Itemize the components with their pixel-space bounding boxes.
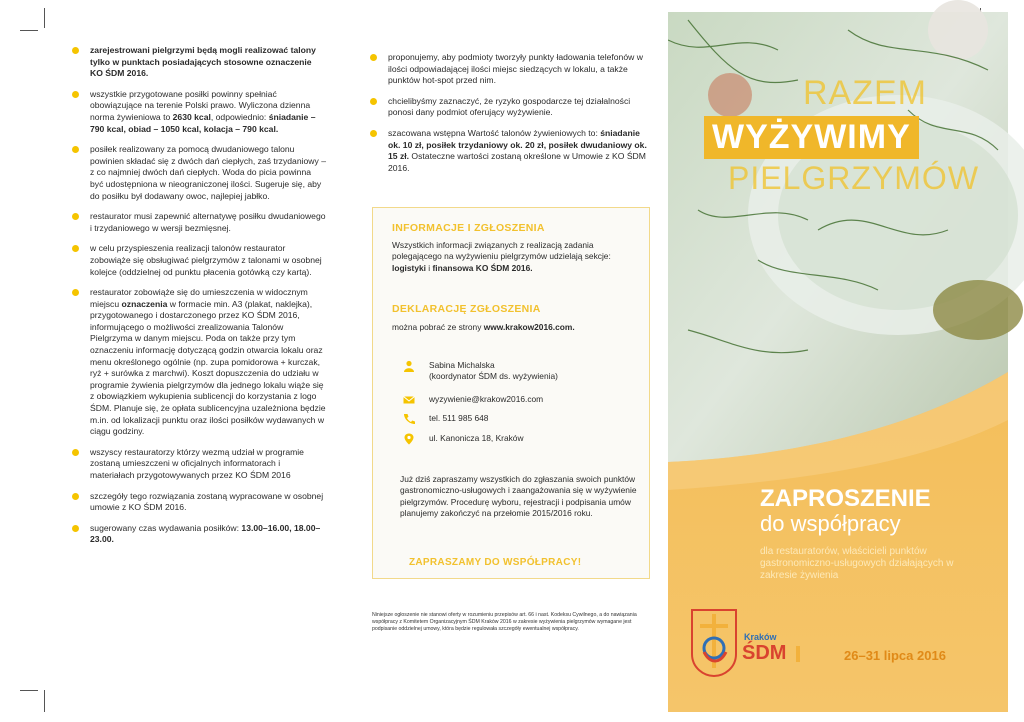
- logo-city: Kraków: [744, 632, 777, 642]
- list-item: [90, 287, 326, 438]
- info-text-part: Wszystkich informacji związanych z realizacją zadania polegającego na wyżywieniu pielgrzymów udzielają sekcje:: [392, 240, 611, 262]
- declaration-text-part: można pobrać ze strony: [392, 322, 484, 332]
- invite-text: Już dziś zapraszamy wszystkich do zgłaszania swoich punktów gastronomiczno-usługowych i zaangażowania się w wyżywienie pielgrzymów. Procedurę wyboru, rejestracji i podpisania umów planujemy zakończyć na przełomie 2015/2016 roku.: [400, 474, 637, 519]
- bullet-text-bold: oznaczenia: [121, 298, 168, 309]
- bullet-text-bold: zarejestrowani pielgrzymi będą mogli realizować talony tylko w punktach posiadających stosowne oznaczenie KO ŚDM 2016.: [90, 45, 316, 79]
- contact-email: [429, 394, 543, 405]
- left-panel: [0, 0, 340, 722]
- bullet-text: posiłek realizowany za pomocą dwudaniowego talonu powinien składać się z dwóch dań ciepłych, zaś trzydaniowy – z co najmniej dwóch dań ciepłych. Woda do picia powinna być udostępniona w nieograniczonej ilości. Sugeruje się, aby do posiłku był dodawany owoc, najlepiej jabłko.: [90, 144, 326, 201]
- list-item: [90, 144, 326, 202]
- invite-callout: ZAPRASZAMY DO WSPÓŁPRACY!: [409, 557, 582, 568]
- bullet-text: chcielibyśmy zaznaczyć, że ryzyko gospodarcze tej działalności ponosi dany podmiot oferujący wyżywienie.: [388, 95, 631, 118]
- email-link[interactable]: wyzywienie@krakow2016.com: [429, 394, 544, 404]
- info-text-part: i: [425, 262, 433, 273]
- cover-panel: [668, 0, 1024, 722]
- contact-name: Sabina Michalska: [429, 360, 495, 370]
- cover-title-razem: RAZEM: [803, 74, 927, 112]
- bullet-dot: [72, 289, 79, 296]
- left-bullet-list: [90, 45, 326, 555]
- website-link[interactable]: www.krakow2016.com.: [483, 322, 575, 332]
- bullet-dot: [370, 98, 377, 105]
- logo-text: ŚDM: [742, 642, 787, 664]
- bullet-dot: [72, 245, 79, 252]
- garlic: [928, 0, 988, 60]
- invitation-title: ZAPROSZENIE: [760, 485, 931, 512]
- person-icon: [403, 360, 415, 372]
- list-item: [388, 96, 650, 119]
- bullet-dot: [72, 493, 79, 500]
- declaration-text: [392, 322, 642, 333]
- map-pin-icon: [403, 433, 415, 445]
- cucumber: [933, 280, 1023, 340]
- contact-address: [429, 433, 524, 444]
- list-item: [90, 447, 326, 482]
- info-heading: INFORMACJE I ZGŁOSZENIA: [392, 222, 545, 234]
- sdm-logo: [684, 602, 814, 682]
- bullet-dot: [72, 525, 79, 532]
- list-item: [90, 89, 326, 135]
- list-item: [90, 523, 326, 546]
- legal-footnote: Niniejsze ogłoszenie nie stanowi oferty w rozumieniu przepisów art. 66 i nast. Kodeksu Cywilnego, a do nawiązania współpracy z Komitetem Organizacyjnym ŚDM Kraków 2016 w zakresie wyżywienia pielgrzymów wymagane jest podpisanie oddzielnej umowy, która będzie regulowała szczegóły ewentualnej współpracy.: [372, 612, 637, 632]
- bullet-text-bold: śniadanie ok. 10 zł, posiłek trzydaniowy ok. 20 zł, posiłek dwudaniowy ok. 15 zł.: [388, 127, 647, 162]
- bullet-text: sugerowany czas wydawania posiłków:: [90, 522, 242, 533]
- bullet-text: szacowana wstępna Wartość talonów żywieniowych to:: [388, 127, 601, 138]
- bullet-dot: [370, 130, 377, 137]
- bullet-text-bold: 13.00–16.00, 18.00–23.00.: [90, 522, 321, 545]
- declaration-heading: DEKLARACJĘ ZGŁOSZENIA: [392, 303, 541, 315]
- bullet-dot: [370, 54, 377, 61]
- info-text: [392, 240, 642, 274]
- phone-number: tel. 511 985 648: [429, 413, 489, 423]
- middle-panel: [340, 0, 670, 722]
- bullet-text: wszyscy restauratorzy którzy wezmą udział w programie zostaną umieszczeni w oficjalnych informatorach i materiałach przygotowywanych przez KO ŚDM 2016: [90, 446, 304, 480]
- event-dates: 26–31 lipca 2016: [844, 648, 946, 663]
- list-item: [90, 45, 326, 80]
- list-item: [90, 243, 326, 278]
- bullet-dot: [72, 91, 79, 98]
- info-text-bold: logistyki: [392, 262, 426, 273]
- info-box: [372, 207, 650, 579]
- contact-phone: [429, 413, 488, 424]
- bullet-text: w formacie min. A3 (plakat, naklejka), przygotowanego i dostarczonego przez KO ŚDM 2016, informującego o możliwości zrealizowania Talonów Pielgrzyma w danym miejscu. Poda on także przy tym oznaczeniu informację dotyczącą godzin otwarcia lokalu oraz menu określonego ogólnie (np. zupa pomidorowa + kurczak, ryż + surówka z marchwi). Koszt dopuszczenia do udziału w programie żywienia pielgrzymów dla jednego lokalu wiąże się z obowiązkiem wykupienia sublicencji do korzystania z logo ŚDM. Planuje się, że opłata sublicencyjna uzależniona będzie m.in. od lokalizacji punktu oraz ilości posiłków wydawanych w ciągu godziny.: [90, 298, 326, 437]
- list-item: [388, 52, 650, 87]
- bullet-text-bold: śniadanie – 790 kcal, obiad – 1050 kcal, kolacja – 790 kcal.: [90, 111, 316, 134]
- list-item: [90, 211, 326, 234]
- envelope-icon: [403, 394, 415, 406]
- bullet-text: Ostateczne wartości zostaną określone w Umowie z KO ŚDM 2016.: [388, 151, 646, 173]
- onion: [708, 73, 752, 117]
- bullet-dot: [72, 213, 79, 220]
- bullet-text: wszystkie przygotowane posiłki powinny spełniać obowiązujące na terenie Polski prawo. Wyliczona dzienna norma żywieniowa to: [90, 88, 311, 122]
- bullet-text-bold: 2630 kcal: [172, 111, 211, 122]
- phone-icon: [403, 413, 415, 425]
- list-item: [388, 128, 650, 174]
- invitation-subtitle: do współpracy: [760, 511, 901, 536]
- invitation-audience: dla restauratorów, właścicieli punktów gastronomiczno-usługowych działających w zakresie żywienia: [760, 546, 954, 581]
- bullet-dot: [72, 449, 79, 456]
- bullet-text: restaurator musi zapewnić alternatywę posiłku dwudaniowego i trzydaniowego w wersji bezmięsnej.: [90, 211, 326, 233]
- cover-title-wyzywimy: WYŻYWIMY: [704, 116, 919, 159]
- bullet-text: proponujemy, aby podmioty tworzyły punkty ładowania telefonów w ilości odpowiadającej ilości miejsc siedzących w lokalu, a także punktów hot-spot przed nim.: [388, 52, 643, 86]
- bullet-dot: [72, 146, 79, 153]
- address-text: ul. Kanonicza 18, Kraków: [429, 433, 524, 443]
- bullet-text: szczegóły tego rozwiązania zostaną wypracowane w osobnej umowie z KO ŚDM 2016.: [90, 490, 324, 513]
- list-item: [90, 491, 326, 514]
- bullet-text: , odpowiednio:: [210, 111, 269, 122]
- bullet-dot: [72, 47, 79, 54]
- info-text-bold: finansowa KO ŚDM 2016.: [432, 262, 533, 273]
- middle-bullet-list: [388, 52, 650, 183]
- bullet-text: w celu przyspieszenia realizacji talonów restaurator zobowiąże się obsługiwać pielgrzymów z talonami w osobnej kolejce (oddzielnej od punktu płacenia gotówką czy kartą).: [90, 243, 322, 277]
- contact-person: [429, 360, 558, 383]
- contact-role: (koordynator ŚDM ds. wyżywienia): [429, 371, 558, 382]
- cover-title-pielgrzymow: PIELGRZYMÓW: [728, 160, 980, 196]
- bullet-text: restaurator zobowiąże się do umieszczenia w widocznym miejscu: [90, 287, 308, 309]
